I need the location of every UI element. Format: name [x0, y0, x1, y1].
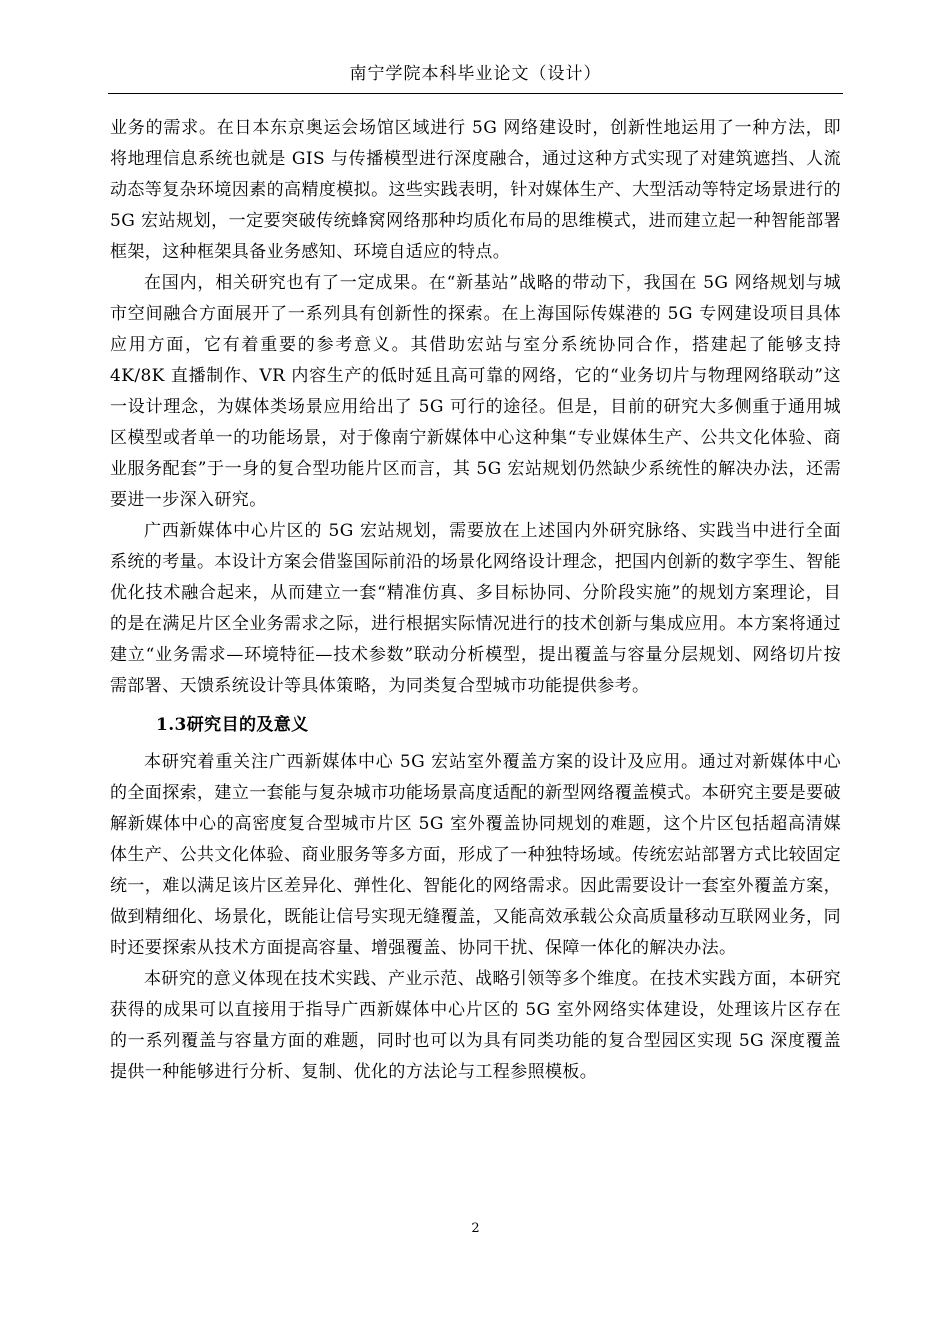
paragraph-design-approach: 广西新媒体中心片区的 5G 宏站规划，需要放在上述国内外研究脉络、实践当中进行全面系统的考量。本设计方案会借鉴国际前沿的场景化网络设计理念，把国内创新的数字孪生、智能优化技术融合起来，从而建立一套“精准仿真、多目标协同、分阶段实施”的规划方案理论，目的是在满足片区全业务需求之际，进行根据实际情况进行的技术创新与集成应用。本方案将通过建立“业务需求—环境特征—技术参数”联动分析模型，提出覆盖与容量分层规划、网络切片按需部署、天馈系统设计等具体策略，为同类复合型城市功能提供参考。	[110, 521, 841, 696]
paragraph-domestic-research: 在国内，相关研究也有了一定成果。在“新基站”战略的带动下，我国在 5G 网络规划与城市空间融合方面展开了一系列具有创新性的探索。在上海国际传媒港的 5G 专网建设项目具体应用方面，它有着重要的参考意义。其借助宏站与室分系统协同合作，搭建起了能够支持 4K/8K 直播制作、VR 内容生产的低时延且高可靠的网络，它的“业务切片与物理网络联动”这一设计理念，为媒体类场景应用给出了 5G 可行的途径。但是，目前的研究大多侧重于通用城区模型或者单一的功能场景，对于像南宁新媒体中心这种集“专业媒体生产、公共文化体验、商业服务配套”于一身的复合型功能片区而言，其 5G 宏站规划仍然缺少系统性的解决办法，还需要进一步深入研究。	[110, 273, 841, 510]
paragraph-research-purpose: 本研究着重关注广西新媒体中心 5G 宏站室外覆盖方案的设计及应用。通过对新媒体中心的全面探索，建立一套能与复杂城市功能场景高度适配的新型网络覆盖模式。本研究主要是要破解新媒体中心的高密度复合型城市片区 5G 室外覆盖协同规划的难题，这个片区包括超高清媒体生产、公共文化体验、商业服务等多方面，形成了一种独特场域。传统宏站部署方式比较固定统一，难以满足该片区差异化、弹性化、智能化的网络需求。因此需要设计一套室外覆盖方案，做到精细化、场景化，既能让信号实现无缝覆盖，又能高效承载公众高质量移动互联网业务，同时还要探索从技术方面提高容量、增强覆盖、协同干扰、保障一体化的解决办法。	[110, 752, 841, 958]
page-number: 2	[471, 1221, 480, 1236]
paragraph-continued: 业务的需求。在日本东京奥运会场馆区域进行 5G 网络建设时，创新性地运用了一种方法，即将地理信息系统也就是 GIS 与传播模型进行深度融合，通过这种方式实现了对建筑遮挡、人流动态等复杂环境因素的高精度模拟。这些实践表明，针对媒体生产、大型活动等特定场景进行的 5G 宏站规划，一定要突破传统蜂窝网络那种均质化布局的思维模式，进而建立起一种智能部署框架，这种框架具备业务感知、环境自适应的特点。	[110, 118, 841, 262]
section-heading: 1.3研究目的及意义	[156, 715, 309, 735]
header-divider	[108, 93, 843, 94]
body-text	[110, 113, 841, 1088]
paragraph-research-significance: 本研究的意义体现在技术实践、产业示范、战略引领等多个维度。在技术实践方面，本研究获得的成果可以直接用于指导广西新媒体中心片区的 5G 室外网络实体建设，处理该片区存在的一系列覆盖与容量方面的难题，同时也可以为具有同类功能的复合型园区实现 5G 深度覆盖提供一种能够进行分析、复制、优化的方法论与工程参照模板。	[110, 969, 841, 1082]
running-header: 南宁学院本科毕业论文（设计）	[349, 64, 602, 84]
